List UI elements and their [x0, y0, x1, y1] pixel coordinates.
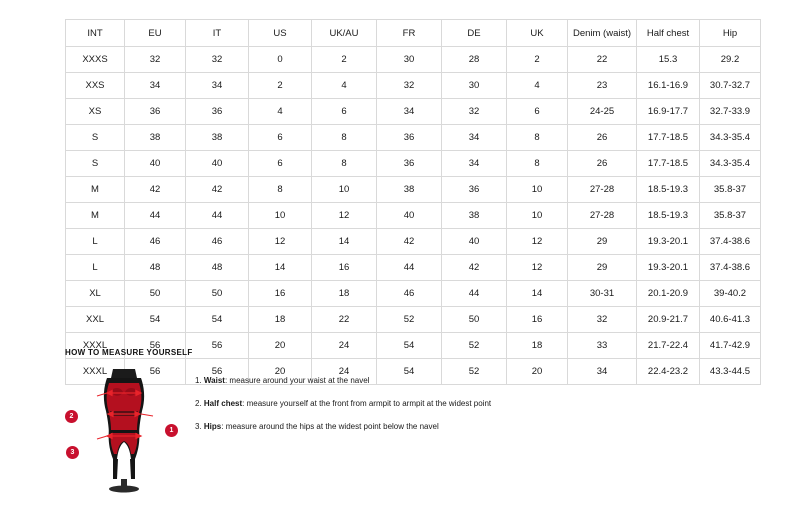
cell-uk-au: 10 [312, 177, 377, 203]
cell-half-chest: 19.3-20.1 [637, 255, 700, 281]
cell-uk: 8 [507, 125, 568, 151]
cell-int: XXL [66, 307, 125, 333]
cell-us: 6 [249, 125, 312, 151]
cell-us: 16 [249, 281, 312, 307]
cell-hip: 32.7-33.9 [700, 99, 761, 125]
cell-uk-au: 12 [312, 203, 377, 229]
measurement-figure [65, 367, 185, 497]
cell-uk-au: 8 [312, 125, 377, 151]
cell-int: S [66, 125, 125, 151]
column-header-de: DE [442, 20, 507, 47]
cell-denim-waist: 34 [568, 359, 637, 385]
cell-fr: 36 [377, 151, 442, 177]
cell-half-chest: 22.4-23.2 [637, 359, 700, 385]
cell-it: 38 [186, 125, 249, 151]
cell-int: L [66, 229, 125, 255]
cell-it: 44 [186, 203, 249, 229]
cell-hip: 29.2 [700, 47, 761, 73]
cell-eu: 50 [125, 281, 186, 307]
cell-denim-waist: 27-28 [568, 177, 637, 203]
note-term: Waist [203, 376, 225, 385]
cell-eu: 36 [125, 99, 186, 125]
cell-it: 40 [186, 151, 249, 177]
size-chart-table-container [65, 19, 751, 385]
table-row [66, 151, 761, 177]
cell-eu: 42 [125, 177, 186, 203]
cell-us: 12 [249, 229, 312, 255]
cell-us: 2 [249, 73, 312, 99]
cell-hip: 40.6-41.3 [700, 307, 761, 333]
column-header-int: INT [66, 20, 125, 47]
cell-de: 34 [442, 151, 507, 177]
measure-badge-hips: 3 [66, 446, 79, 459]
cell-it: 42 [186, 177, 249, 203]
cell-int: XXXL [66, 333, 125, 359]
column-header-uk: UK [507, 20, 568, 47]
how-to-measure-section [65, 348, 745, 497]
note-number: 1. [195, 376, 202, 385]
note-text: : measure around your waist at the navel [224, 376, 370, 385]
cell-uk: 14 [507, 281, 568, 307]
cell-hip: 35.8-37 [700, 177, 761, 203]
measure-badge-half-chest: 2 [65, 410, 78, 423]
cell-denim-waist: 22 [568, 47, 637, 73]
cell-int: XXS [66, 73, 125, 99]
cell-it: 56 [186, 359, 249, 385]
cell-de: 28 [442, 47, 507, 73]
cell-denim-waist: 30-31 [568, 281, 637, 307]
cell-denim-waist: 27-28 [568, 203, 637, 229]
cell-eu: 54 [125, 307, 186, 333]
cell-denim-waist: 23 [568, 73, 637, 99]
cell-int: XXXL [66, 359, 125, 385]
cell-int: XXXS [66, 47, 125, 73]
cell-half-chest: 18.5-19.3 [637, 203, 700, 229]
cell-eu: 34 [125, 73, 186, 99]
cell-us: 6 [249, 151, 312, 177]
cell-uk-au: 18 [312, 281, 377, 307]
cell-half-chest: 21.7-22.4 [637, 333, 700, 359]
cell-half-chest: 18.5-19.3 [637, 177, 700, 203]
cell-it: 56 [186, 333, 249, 359]
cell-it: 50 [186, 281, 249, 307]
measurement-note-waist [195, 375, 491, 386]
note-number: 3. [195, 422, 202, 431]
cell-eu: 38 [125, 125, 186, 151]
cell-half-chest: 16.9-17.7 [637, 99, 700, 125]
cell-eu: 56 [125, 359, 186, 385]
cell-uk-au: 24 [312, 333, 377, 359]
cell-eu: 44 [125, 203, 186, 229]
column-header-hip: Hip [700, 20, 761, 47]
cell-us: 18 [249, 307, 312, 333]
cell-us: 14 [249, 255, 312, 281]
cell-denim-waist: 29 [568, 255, 637, 281]
cell-uk-au: 24 [312, 359, 377, 385]
column-header-fr: FR [377, 20, 442, 47]
cell-fr: 38 [377, 177, 442, 203]
note-text: : measure around the hips at the widest point below the navel [221, 422, 439, 431]
cell-de: 42 [442, 255, 507, 281]
table-row [66, 177, 761, 203]
cell-de: 34 [442, 125, 507, 151]
cell-int: XS [66, 99, 125, 125]
table-header-row [66, 20, 761, 47]
cell-fr: 44 [377, 255, 442, 281]
cell-de: 30 [442, 73, 507, 99]
cell-it: 34 [186, 73, 249, 99]
cell-fr: 54 [377, 359, 442, 385]
cell-de: 44 [442, 281, 507, 307]
cell-fr: 52 [377, 307, 442, 333]
cell-half-chest: 15.3 [637, 47, 700, 73]
cell-half-chest: 20.9-21.7 [637, 307, 700, 333]
cell-it: 46 [186, 229, 249, 255]
cell-hip: 35.8-37 [700, 203, 761, 229]
cell-uk: 16 [507, 307, 568, 333]
cell-denim-waist: 33 [568, 333, 637, 359]
table-header [66, 20, 761, 47]
table-row [66, 125, 761, 151]
cell-eu: 40 [125, 151, 186, 177]
column-header-denim-waist: Denim (waist) [568, 20, 637, 47]
note-number: 2. [195, 399, 202, 408]
measurement-notes [195, 367, 491, 444]
cell-de: 52 [442, 333, 507, 359]
column-header-uk-au: UK/AU [312, 20, 377, 47]
cell-hip: 43.3-44.5 [700, 359, 761, 385]
table-row [66, 203, 761, 229]
cell-uk-au: 8 [312, 151, 377, 177]
mannequin-illustration [87, 367, 161, 495]
cell-hip: 34.3-35.4 [700, 125, 761, 151]
cell-fr: 32 [377, 73, 442, 99]
table-body [66, 47, 761, 385]
size-chart-table [65, 19, 761, 385]
column-header-half-chest: Half chest [637, 20, 700, 47]
how-to-measure-title: HOW TO MEASURE YOURSELF [65, 348, 193, 357]
cell-half-chest: 17.7-18.5 [637, 151, 700, 177]
cell-uk-au: 14 [312, 229, 377, 255]
cell-denim-waist: 26 [568, 125, 637, 151]
cell-uk: 6 [507, 99, 568, 125]
cell-fr: 36 [377, 125, 442, 151]
cell-uk: 10 [507, 177, 568, 203]
note-text: : measure yourself at the front from armpit to armpit at the widest point [242, 399, 492, 408]
column-header-it: IT [186, 20, 249, 47]
cell-hip: 41.7-42.9 [700, 333, 761, 359]
cell-de: 40 [442, 229, 507, 255]
measurement-note-hips [195, 421, 491, 432]
cell-de: 50 [442, 307, 507, 333]
cell-de: 36 [442, 177, 507, 203]
cell-denim-waist: 24-25 [568, 99, 637, 125]
cell-eu: 56 [125, 333, 186, 359]
cell-half-chest: 20.1-20.9 [637, 281, 700, 307]
cell-it: 54 [186, 307, 249, 333]
cell-eu: 32 [125, 47, 186, 73]
note-term: Half chest [203, 399, 243, 408]
cell-fr: 54 [377, 333, 442, 359]
cell-fr: 34 [377, 99, 442, 125]
cell-us: 0 [249, 47, 312, 73]
cell-int: M [66, 203, 125, 229]
cell-eu: 46 [125, 229, 186, 255]
cell-uk-au: 4 [312, 73, 377, 99]
how-to-measure-body [65, 367, 745, 497]
cell-half-chest: 16.1-16.9 [637, 73, 700, 99]
cell-int: XL [66, 281, 125, 307]
cell-us: 8 [249, 177, 312, 203]
measurement-note-half-chest [195, 398, 491, 409]
cell-half-chest: 19.3-20.1 [637, 229, 700, 255]
cell-int: L [66, 255, 125, 281]
cell-denim-waist: 26 [568, 151, 637, 177]
cell-it: 48 [186, 255, 249, 281]
measure-badge-waist: 1 [165, 424, 178, 437]
cell-eu: 48 [125, 255, 186, 281]
cell-fr: 46 [377, 281, 442, 307]
table-row [66, 229, 761, 255]
cell-uk: 12 [507, 255, 568, 281]
cell-half-chest: 17.7-18.5 [637, 125, 700, 151]
cell-uk-au: 22 [312, 307, 377, 333]
cell-us: 20 [249, 333, 312, 359]
table-row [66, 47, 761, 73]
cell-denim-waist: 29 [568, 229, 637, 255]
cell-it: 32 [186, 47, 249, 73]
cell-fr: 30 [377, 47, 442, 73]
cell-uk: 8 [507, 151, 568, 177]
cell-fr: 42 [377, 229, 442, 255]
column-header-eu: EU [125, 20, 186, 47]
cell-uk: 4 [507, 73, 568, 99]
cell-de: 52 [442, 359, 507, 385]
cell-hip: 37.4-38.6 [700, 255, 761, 281]
table-row [66, 73, 761, 99]
cell-denim-waist: 32 [568, 307, 637, 333]
cell-de: 38 [442, 203, 507, 229]
table-row [66, 99, 761, 125]
cell-uk: 12 [507, 229, 568, 255]
cell-us: 20 [249, 359, 312, 385]
cell-uk: 20 [507, 359, 568, 385]
cell-uk: 2 [507, 47, 568, 73]
cell-uk: 10 [507, 203, 568, 229]
column-header-us: US [249, 20, 312, 47]
cell-uk-au: 16 [312, 255, 377, 281]
cell-hip: 34.3-35.4 [700, 151, 761, 177]
cell-hip: 37.4-38.6 [700, 229, 761, 255]
cell-it: 36 [186, 99, 249, 125]
cell-int: M [66, 177, 125, 203]
table-row [66, 281, 761, 307]
cell-us: 10 [249, 203, 312, 229]
cell-de: 32 [442, 99, 507, 125]
cell-uk-au: 6 [312, 99, 377, 125]
cell-int: S [66, 151, 125, 177]
cell-fr: 40 [377, 203, 442, 229]
cell-us: 4 [249, 99, 312, 125]
note-term: Hips [203, 422, 222, 431]
cell-hip: 30.7-32.7 [700, 73, 761, 99]
cell-uk: 18 [507, 333, 568, 359]
table-row [66, 255, 761, 281]
cell-uk-au: 2 [312, 47, 377, 73]
cell-hip: 39-40.2 [700, 281, 761, 307]
table-row [66, 307, 761, 333]
